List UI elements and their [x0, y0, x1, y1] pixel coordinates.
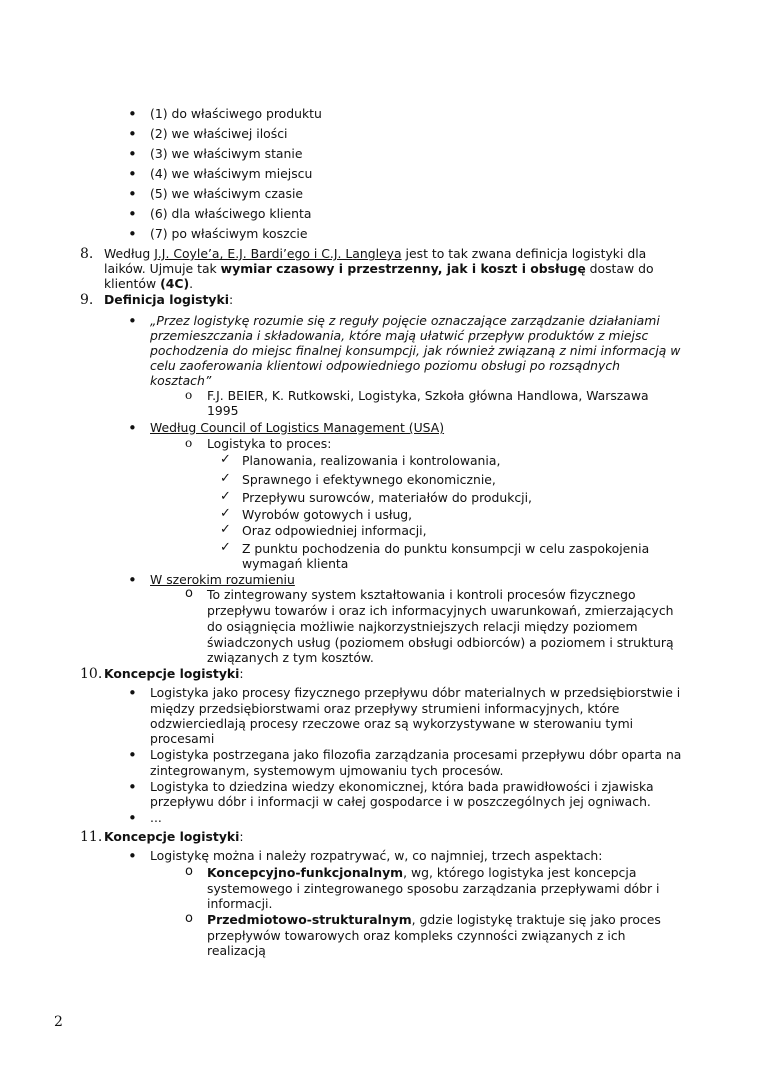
item-number-11: 11. — [80, 829, 103, 845]
text-span: dostaw do — [585, 261, 654, 276]
broad-line: do osiągnięcia możliwie najkorzystniejszych relacji między poziomem — [207, 619, 638, 634]
list-item: • (2) we właściwej ilości — [150, 126, 287, 142]
text-span: , wg, którego logistyka jest koncepcja — [403, 865, 637, 880]
item-number-8: 8. — [80, 246, 94, 262]
aspect-line — [207, 912, 661, 928]
heading-colon: : — [228, 292, 234, 307]
concept-line: • Logistyka to dziedzina wiedzy ekonomicznej, która bada prawidłowości i zjawiska — [150, 779, 654, 795]
broad-line: przepływu towarów i oraz ich informacyjnych uwarunkowań, zmierzających — [207, 603, 674, 618]
text-span: , gdzie logistykę traktuje się jako proces — [411, 912, 661, 927]
quote-line: przemieszczania i składowania, które mają ułatwić przepływ produktów z miejsc — [150, 328, 649, 343]
item8-line-2 — [104, 261, 654, 277]
heading-colon: : — [239, 829, 244, 844]
broad-line: o To zintegrowany system kształtowania i kontroli procesów fizycznego — [207, 587, 636, 603]
concept-line: zintegrowanym, systemowym ujmowaniu tych procesów. — [150, 763, 504, 778]
aspect-name: Koncepcyjno-funkcjonalnym — [207, 865, 404, 880]
authors-reference: J.J. Coyle’a, E.J. Bardi’ego i C.J. Langleya — [154, 246, 402, 261]
text-span: . — [189, 276, 194, 291]
quote-line: celu zaoferowania klientowi odpowiedniego poziomu obsługi po rozsądnych — [150, 358, 621, 373]
text-span: Według — [104, 246, 155, 261]
heading-colon: : — [239, 666, 244, 681]
concept-line: odzwierciedlają procesy rzeczowe oraz są wykorzystywane w sterowaniu tymi — [150, 716, 634, 731]
broad-line: świadczonych usług (poziomem obsługi odbiorców) a poziomem i strukturą — [207, 635, 674, 650]
council-heading: • Według Council of Logistics Management (USA) — [150, 420, 444, 436]
concept-line: • Logistyka jako procesy fizycznego przepływu dóbr materialnych w przedsiębiorstwie i — [150, 685, 680, 701]
page-number: 2 — [54, 1014, 63, 1030]
text-span: laików. Ujmuje tak — [104, 261, 221, 276]
check-item: ✓ Planowania, realizowania i kontrolowania, — [242, 453, 500, 469]
list-item: • (3) we właściwym stanie — [150, 146, 302, 162]
item8-line-3 — [104, 276, 193, 292]
item-number-10: 10. — [80, 666, 103, 682]
list-item: • (4) we właściwym miejscu — [150, 166, 312, 182]
aspect-line: przepływów towarowych oraz kompleks czynności związanych z ich — [207, 928, 626, 943]
source-line: o F.J. BEIER, K. Rutkowski, Logistyka, Szkoła główna Handlowa, Warszawa — [207, 388, 649, 404]
list-item: • (5) we właściwym czasie — [150, 186, 303, 202]
check-item: ✓ Przepływu surowców, materiałów do produkcji, — [242, 490, 532, 506]
list-item: • (7) po właściwym koszcie — [150, 226, 307, 242]
concept-line: • Logistyka postrzegana jako filozofia zarządzania procesami przepływu dóbr oparta na — [150, 747, 681, 763]
broad-heading: • W szerokim rozumieniu — [150, 572, 295, 588]
section-heading — [104, 666, 244, 682]
concept-line: procesami — [150, 731, 215, 746]
quote-line: kosztach” — [150, 373, 212, 388]
aspect-name: Przedmiotowo-strukturalnym — [207, 912, 412, 927]
check-item: ✓ Sprawnego i efektywnego ekonomicznie, — [242, 472, 496, 488]
text-span: jest to tak zwana definicja logistyki dla — [401, 246, 647, 261]
section-heading — [104, 829, 244, 845]
section-heading — [104, 292, 233, 308]
heading-text: Koncepcje logistyki — [104, 829, 240, 844]
quote-line: • „Przez logistykę rozumie się z reguły pojęcie oznaczające zarządzanie działaniami — [150, 313, 660, 329]
aspects-intro: • Logistykę można i należy rozpatrywać, w, co najmniej, trzech aspektach: — [150, 848, 602, 864]
aspect-line — [207, 865, 636, 881]
check-item: ✓ Wyrobów gotowych i usług, — [242, 507, 412, 523]
concept-line: między przedsiębiorstwami oraz przepływy strumieni informacyjnych, które — [150, 701, 620, 716]
source-line: 1995 — [207, 403, 239, 418]
heading-text: Koncepcje logistyki — [104, 666, 240, 681]
aspect-line: informacji. — [207, 896, 273, 911]
aspect-line: systemowego i zintegrowanego sposobu zarządzania przepływami dóbr i — [207, 881, 660, 896]
check-item-continued: wymagań klienta — [242, 556, 349, 571]
bold-phrase: wymiar czasowy i przestrzenny, jak i koszt i obsługę — [220, 261, 586, 276]
bold-phrase: (4C) — [160, 276, 190, 291]
aspect-line: realizacją — [207, 943, 266, 958]
item8-line-1 — [104, 246, 646, 262]
process-heading: o Logistyka to proces: — [207, 436, 331, 452]
concept-line: przepływu dóbr i informacji w całej gospodarce i w poszczególnych jej ogniwach. — [150, 794, 651, 809]
broad-line: związanych z tym kosztów. — [207, 650, 374, 665]
heading-text: Definicja logistyki — [104, 292, 229, 307]
concept-line: • ... — [150, 810, 162, 826]
check-item: ✓ Oraz odpowiedniej informacji, — [242, 523, 427, 539]
item-number-9: 9. — [80, 292, 94, 308]
list-item: • (1) do właściwego produktu — [150, 106, 322, 122]
list-item: • (6) dla właściwego klienta — [150, 206, 311, 222]
check-item: ✓ Z punktu pochodzenia do punktu konsumpcji w celu zaspokojenia — [242, 541, 649, 557]
quote-line: pochodzenia do miejsc finalnej konsumpcji, jak również związaną z nimi informacją w — [150, 343, 681, 358]
text-span: klientów — [104, 276, 161, 291]
